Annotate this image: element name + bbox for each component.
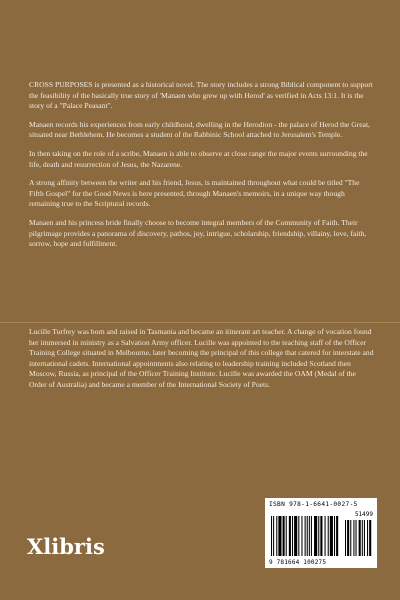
synopsis-paragraph: CROSS PURPOSES is presented as a historical novel. The story includes a strong Biblical component to support the feasibility of the basically true story of 'Manaen who grew up with Herod' as verified in Acts 13:1. It is the story of a "Palace Peasant". — [29, 80, 373, 111]
isbn-label: ISBN 978-1-6641-0027-5 — [269, 501, 358, 508]
section-divider — [0, 322, 400, 323]
synopsis-paragraph: Manaen and his princess bride finally choose to become integral members of the Community of Faith. Their pilgrimage provides a panorama of discovery, pathos, joy, intrigue, scholarship, friendship, villainy, love, faith, sorrow, hope and fulfillment. — [29, 217, 367, 249]
price-code: 51499 — [354, 511, 373, 518]
synopsis-paragraph: Manaen records his experiences from early childhood, dwelling in the Herodion - the palace of Herod the Great, situated near Bethlehem. He becomes a student of the Rabbinic School attached to Jerusalem's Temple. — [29, 119, 370, 140]
barcode-number: 9 781664 100275 — [269, 559, 327, 566]
isbn-barcode — [265, 498, 377, 568]
synopsis-paragraph: A strong affinity between the writer and his friend, Jesus, is maintained throughout what could be titled "The Fifth Gospel" for the Good News is here presented, through Manaen's memoirs, in a unique way though remaining true to the Scriptural records. — [29, 178, 360, 209]
synopsis — [29, 80, 375, 258]
barcode-bars — [269, 510, 373, 560]
publisher-logo: Xlibris — [27, 534, 105, 559]
synopsis-paragraph: In then taking on the role of a scribe, Manaen is able to observe at close range the major events surrounding the life, death and resurrection of Jesus, the Nazarene. — [29, 148, 368, 169]
author-bio: Lucille Turfrey was born and raised in Tasmania and became an itinerant art teacher. A change of vocation found her immersed in ministry as a Salvation Army officer. Lucille was appointed to the teaching staff of the Officer Training College situated in Melbourne, later becoming the principal of this college that catered for interstate and international cadets. International appointments also relating to leadership training included Scotland then Moscow, Russia, as principal of the Officer Training Institute. Lucille was awarded the OAM (Medal of the Order of Australia) and became a member of the International Society of Poets. — [29, 327, 374, 389]
